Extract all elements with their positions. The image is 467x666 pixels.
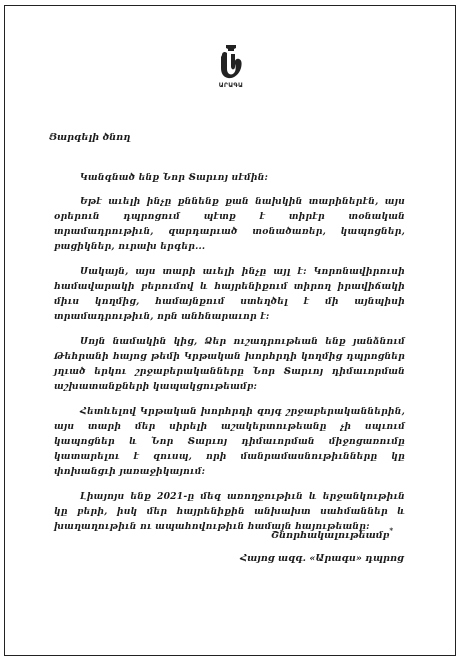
aragats-logo-icon [214, 43, 248, 81]
letter-paragraph: Հետևելով Կրթական խորհրդի զոյգ շրջաբերականներին, այս տարի մեր սիրելի աշակերտութեանը չի սպւում կապոցներ և Նոր Տարւոյ դիմաւորման միջոցառումը կատարելու է զուսպ, որի մանրամասնութիւնները կը փոխանցւի յառաջիկայում: [54, 406, 405, 477]
letter-paragraph: Կանգնած ենք Նոր Տարւոյ սէմին: [80, 172, 269, 183]
signature-school-name: Հայոց ազգ. «Արագս» դպրոց [240, 553, 404, 564]
letter-paragraph: Սակայն, այս տարի աւելի ինչը այլ է: Կորոնավիրուսի համավարակի բերումով և հայրենիքում տիրող իրավիճակի միւս կողմից, համայնքում ստեղծել է մի այնպիսի տրամադրութիւն, որն անհնարաւոր է: [54, 266, 405, 322]
letter-signature [237, 524, 407, 570]
letter-paragraph: Լիայոյս ենք 2021-ը մեզ առողջութիւն և երջանկութիւն կը բերի, իսկ մեր հայրենիքին անխախտ սահմաններ և խաղաղութիւն ու ապահովութիւն համայն հայութեանը: [54, 491, 405, 532]
signature-closing-text: Շնորհակալութեամբ [271, 530, 390, 541]
logo-caption: ԱՐԱԳԱ [218, 82, 244, 89]
signature-closing [237, 524, 407, 547]
letter-paragraph: Սոյն նամակին կից, Ձեր ուշադրութեան ենք յանձնում Թեհրանի հայոց թեմի Կրթական խորհրդի կողմից դպրոցներ յղւած երկու շրջաբերականները Նոր Տարւոյ դիմաւորման աշխատանքների կապակցութեամբ: [54, 336, 405, 392]
letter-paragraph: Եթէ աւելի ինչը քննենք քան նախկին տարիներէն, այս օրերուն դպրոցում պէտք է տիրէր տօնական տրամադրութիւն, զարդարւած տօնածառեր, կապոցներ, բացիկներ, ուրախ երգեր... [54, 196, 405, 252]
letter-greeting: Յարգելի ծնող [49, 132, 131, 143]
letter-page [4, 5, 456, 656]
letter-body [54, 170, 405, 544]
signature-mark: * [389, 526, 393, 535]
school-logo [214, 43, 248, 93]
